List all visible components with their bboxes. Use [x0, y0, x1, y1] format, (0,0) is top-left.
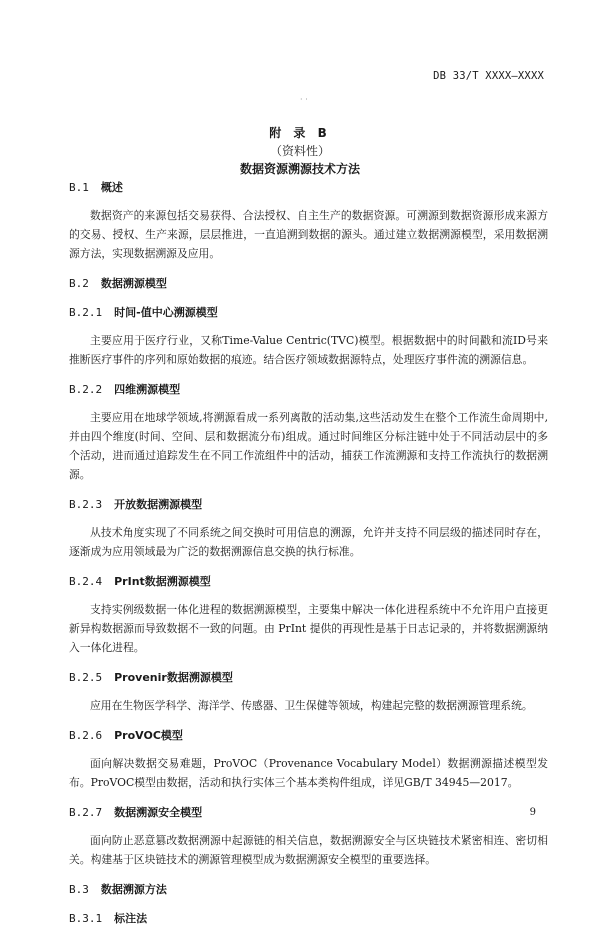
section-heading-b1: B.1 概述: [69, 181, 123, 194]
section-text-b25: 应用在生物医学科学、海洋学、传感器、卫生保健等领域，构建起完整的数据溯源管理系统。: [90, 699, 533, 712]
section-text-b24: 支持实例级数据一体化进程的数据溯源模型，主要集中解决一体化进程系统中不允许用户直接更新异构数据源而导致数据不一致的问题。由 PrInt 提供的再现性是基于日志记录的，并将数据溯源纳入一体化进程。: [69, 603, 548, 654]
section-text-b23: 从技术角度实现了不同系统之间交换时可用信息的溯源，允许并支持不同层级的描述同时存在，逐渐成为应用领域最为广泛的数据溯源信息交换的执行标准。: [69, 526, 548, 558]
appendix-title: 数据资源溯源技术方法: [239, 162, 360, 176]
section-heading-b21: B.2.1 时间-值中心溯源模型: [69, 306, 218, 319]
section-heading-b3: B.3 数据溯源方法: [69, 883, 167, 896]
section-heading-b31: B.3.1 标注法: [69, 912, 148, 925]
document-code: DB 33/T XXXX—XXXX: [433, 70, 544, 82]
document-body: [69, 180, 548, 927]
section-heading-b2: B.2 数据溯源模型: [69, 277, 167, 290]
page-number: 9: [529, 807, 536, 818]
section-text-b27: 面向防止恶意篡改数据溯源中起源链的相关信息，数据溯源安全与区块链技术紧密相连、密切相关。构建基于区块链技术的溯源管理模型成为数据溯源安全模型的重要选择。: [69, 834, 548, 866]
appendix-nature: （资料性）: [269, 144, 330, 158]
section-text-b22: 主要应用在地球学领域,将溯源看成一系列离散的活动集,这些活动发生在整个工作流生命周期中,并由四个维度(时间、空间、层和数据流分布)组成。通过时间维区分标注链中处于不同活动层中的多个活动，进而通过追踪发生在不同工作流组件中的活动，捕获工作流溯源和支持工作流执行的数据溯源。: [69, 411, 548, 481]
section-heading-b25: B.2.5 Provenir数据溯源模型: [69, 671, 233, 684]
section-text-b26: 面向解决数据交易难题，ProVOC（Provenance Vocabulary Model）数据溯源描述模型发布。ProVOC模型由数据，活动和执行实体三个基本类构件组成，详见GB/T 34945—2017。: [69, 757, 548, 789]
section-heading-b22: B.2.2 四维溯源模型: [69, 383, 181, 396]
section-heading-b23: B.2.3 开放数据溯源模型: [69, 498, 203, 511]
section-heading-b24: B.2.4 PrInt数据溯源模型: [69, 575, 211, 588]
section-text-b1: 数据资产的来源包括交易获得、合法授权、自主生产的数据资源。可溯源到数据资源形成来源方的交易、授权、生产来源，层层推进，一直追溯到数据的源头。通过建立数据溯源模型，采用数据溯源方法，实现数据溯源及应用。: [69, 209, 548, 260]
appendix-label: 附 录 B: [269, 126, 331, 140]
section-heading-b27: B.2.7 数据溯源安全模型: [69, 806, 203, 819]
section-heading-b26: B.2.6 ProVOC模型: [69, 729, 183, 742]
section-text-b21: 主要应用于医疗行业，又称Time-Value Centric(TVC)模型。根据数据中的时间戳和流ID号来推断医疗事件的序列和原始数据的痕迹。结合医疗领域数据源特点，处理医疗事件流的溯源信息。: [69, 334, 548, 366]
header-dots: · ·: [300, 95, 308, 104]
appendix-title-block: [0, 124, 600, 178]
